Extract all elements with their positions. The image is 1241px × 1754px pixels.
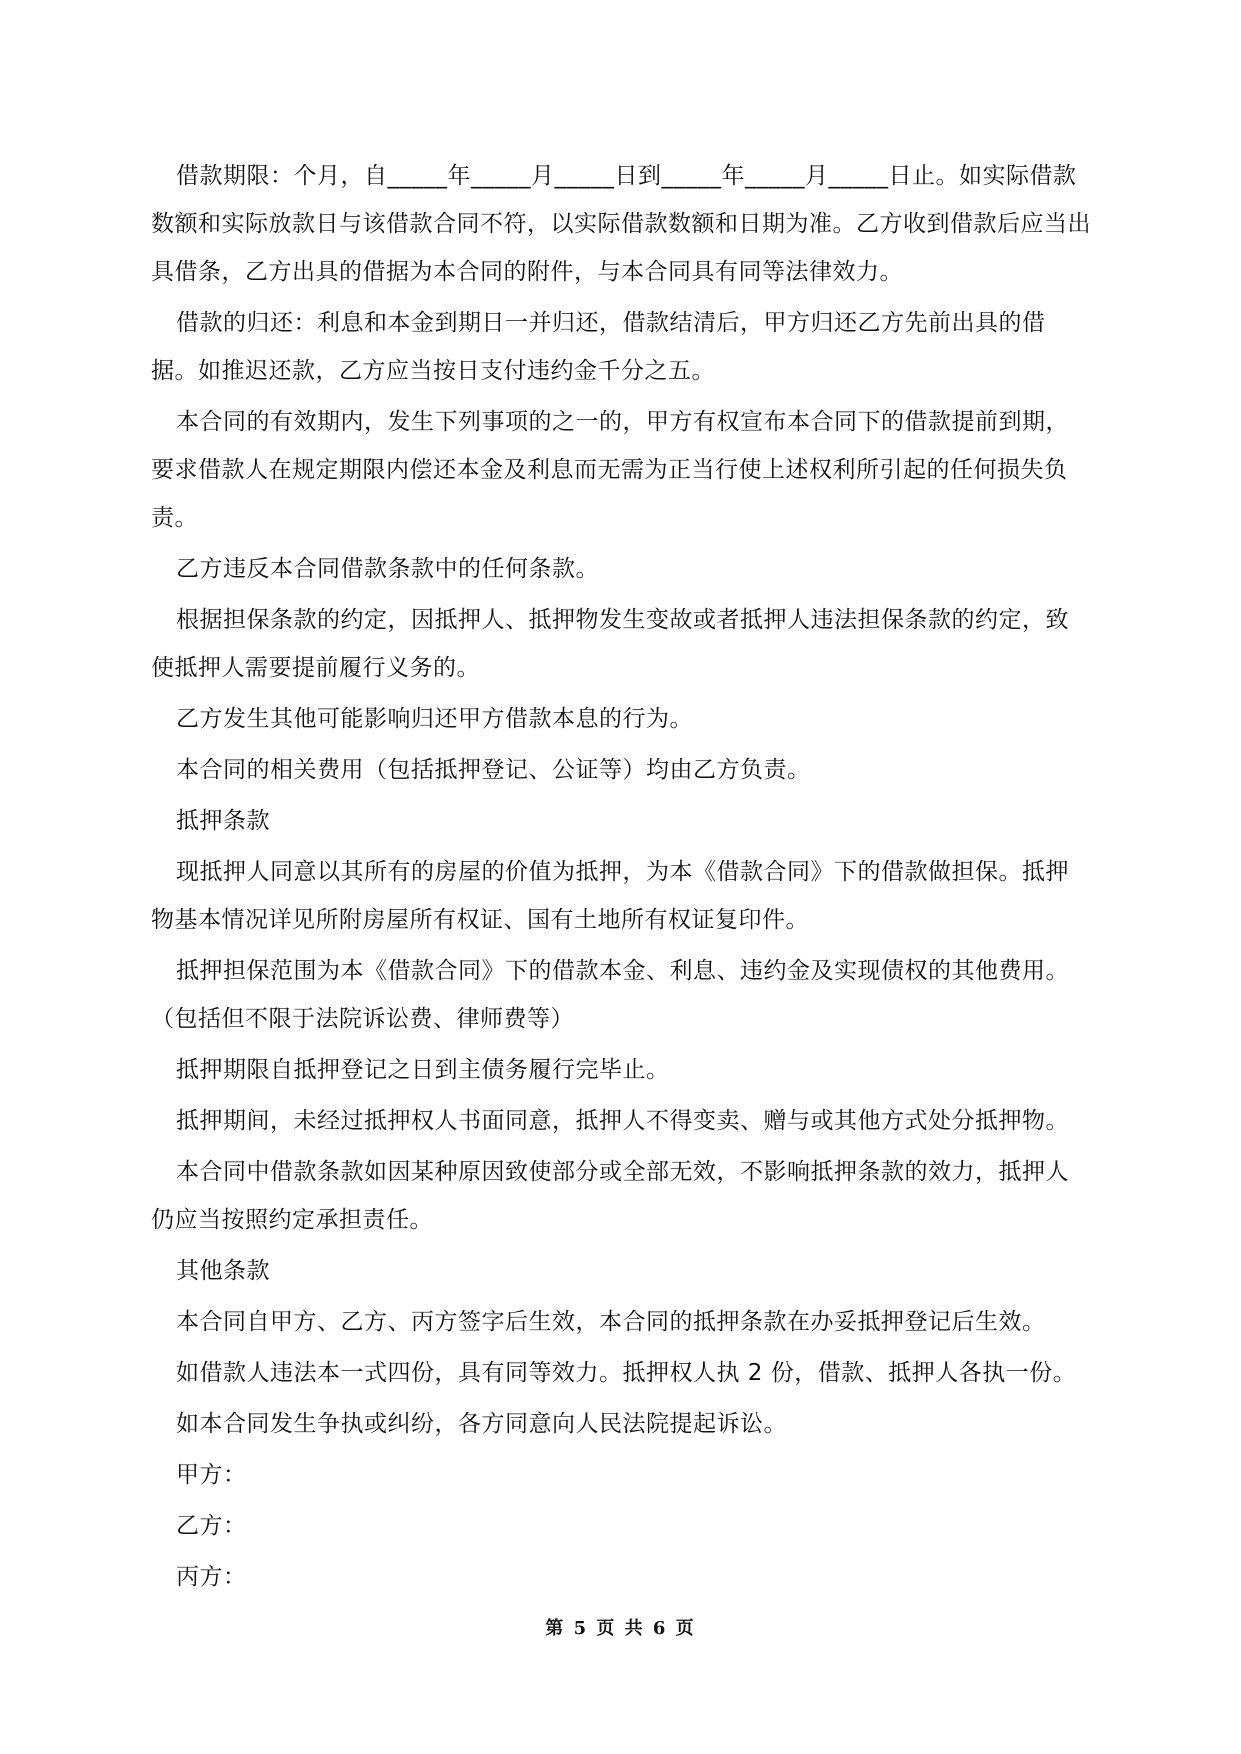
signature-party-a: 甲方： xyxy=(176,1462,247,1488)
paragraph-mortgage-period: 抵押期限自抵押登记之日到主债务履行完毕止。 xyxy=(176,1057,670,1083)
document-body xyxy=(151,152,1091,1604)
paragraph-acceleration: 本合同的有效期内，发生下列事项的之一的，甲方有权宣布本合同下的借款提前到期，要求借款人在规定期限内偿还本金及利息而无需为正当行使上述权利所引起的任何损失负责。 xyxy=(151,409,1069,531)
paragraph-loan-term: 借款期限：个月，自_____年_____月_____日到_____年_____月_____日止。如实际借款数额和实际放款日与该借款合同不符，以实际借款数额和日期为准。乙方收到借款后应当出具借条，乙方出具的借据为本合同的附件，与本合同具有同等法律效力。 xyxy=(151,163,1091,285)
paragraph-guarantee-change: 根据担保条款的约定，因抵押人、抵押物发生变故或者抵押人违法担保条款的约定，致使抵押人需要提前履行义务的。 xyxy=(151,607,1069,681)
signature-party-c: 丙方： xyxy=(176,1564,247,1590)
paragraph-mortgage-restriction: 抵押期间，未经过抵押权人书面同意，抵押人不得变卖、赠与或其他方式处分抵押物。 xyxy=(176,1108,1069,1134)
section-heading-mortgage: 抵押条款 xyxy=(176,808,270,834)
paragraph-fees: 本合同的相关费用（包括抵押登记、公证等）均由乙方负责。 xyxy=(176,757,811,783)
paragraph-mortgage-consent: 现抵押人同意以其所有的房屋的价值为抵押，为本《借款合同》下的借款做担保。抵押物基本情况详见所附房屋所有权证、国有土地所有权证复印件。 xyxy=(151,859,1069,933)
paragraph-mortgage-validity: 本合同中借款条款如因某种原因致使部分或全部无效，不影响抵押条款的效力，抵押人仍应当按照约定承担责任。 xyxy=(151,1159,1069,1233)
paragraph-copies: 如借款人违法本一式四份，具有同等效力。抵押权人执 2 份，借款、抵押人各执一份。 xyxy=(176,1360,1077,1386)
section-heading-other: 其他条款 xyxy=(176,1258,270,1284)
paragraph-loan-repayment: 借款的归还：利息和本金到期日一并归还，借款结清后，甲方归还乙方先前出具的借据。如推迟还款，乙方应当按日支付违约金千分之五。 xyxy=(151,310,1046,384)
paragraph-mortgage-scope: 抵押担保范围为本《借款合同》下的借款本金、利息、违约金及实现债权的其他费用。（包括但不限于法院诉讼费、律师费等） xyxy=(151,958,1069,1032)
paragraph-other-behavior: 乙方发生其他可能影响归还甲方借款本息的行为。 xyxy=(176,706,693,732)
paragraph-effective: 本合同自甲方、乙方、丙方签字后生效，本合同的抵押条款在办妥抵押登记后生效。 xyxy=(176,1309,1046,1335)
paragraph-breach: 乙方违反本合同借款条款中的任何条款。 xyxy=(176,556,599,582)
paragraph-dispute: 如本合同发生争执或纠纷，各方同意向人民法院提起诉讼。 xyxy=(176,1411,787,1437)
page-number-footer: 第 5 页 共 6 页 xyxy=(545,1618,696,1639)
signature-party-b: 乙方： xyxy=(176,1513,247,1539)
